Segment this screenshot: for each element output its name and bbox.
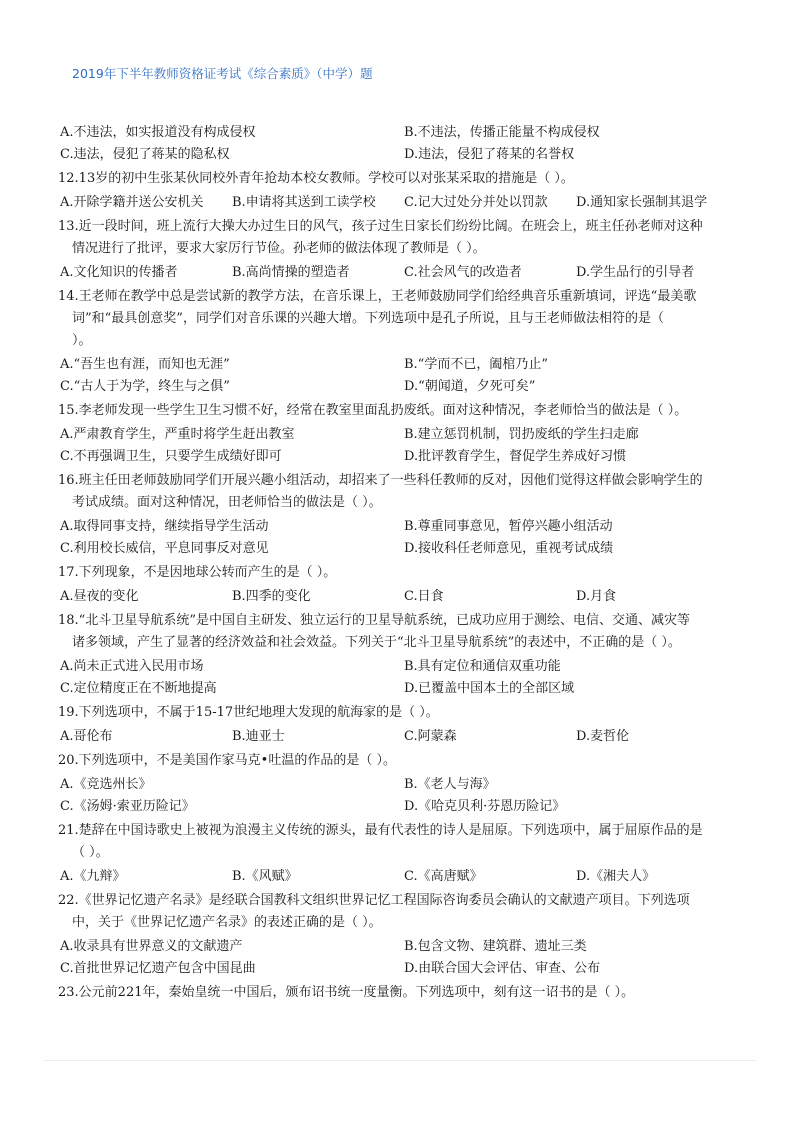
answer-option: B.四季的变化: [232, 589, 311, 604]
question-options: [58, 192, 748, 214]
question-options: [58, 866, 748, 888]
question-options: [58, 262, 748, 284]
answer-option: D.通知家长强制其退学: [576, 195, 708, 210]
question-stem-continued: 词”和“最具创意奖”，同学们对音乐课的兴趣大增。下列选项中是孔子所说，且与王老师做法相符的是（: [72, 311, 664, 326]
question-stem: 12.13岁的初中生张某伙同校外青年抢劫本校女教师。学校可以对张某采取的措施是（ ）。: [58, 171, 574, 186]
question-block: [58, 982, 748, 1004]
answer-option: A.收录具有世界意义的文献遗产: [60, 939, 243, 954]
answer-option: A.取得同事支持，继续指导学生活动: [60, 519, 269, 534]
question-block: [58, 168, 748, 214]
answer-option: D.接收科任老师意见，重视考试成绩: [404, 541, 614, 556]
question-options: [58, 354, 748, 398]
answer-option: A.开除学籍并送公安机关: [60, 195, 204, 210]
answer-option: B.《风赋》: [232, 869, 298, 884]
answer-option: C.违法，侵犯了蒋某的隐私权: [60, 147, 230, 162]
question-block: [58, 610, 748, 700]
question-options: [58, 774, 748, 818]
question-block: [58, 286, 748, 398]
answer-option: C.《汤姆·索亚历险记》: [60, 799, 195, 814]
answer-option: D.已覆盖中国本土的全部区域: [404, 681, 575, 696]
answer-option: D.违法，侵犯了蒋某的名誉权: [404, 147, 575, 162]
answer-option: B.包含文物、建筑群、遗址三类: [404, 939, 587, 954]
question-block: [58, 702, 748, 748]
question-stem-continued: ）。: [72, 333, 92, 348]
question-block: [58, 562, 748, 608]
answer-option: D.《哈克贝利·芬恩历险记》: [404, 799, 566, 814]
question-block: [58, 890, 748, 980]
question-stem: 20.下列选项中，不是美国作家马克•吐温的作品的是（ ）。: [58, 753, 396, 768]
answer-option: C.“古人于为学，终生与之俱”: [60, 379, 230, 394]
answer-option: A.《九辩》: [60, 869, 126, 884]
question-options: [58, 516, 748, 560]
answer-option: C.日食: [404, 589, 444, 604]
answer-option: C.社会风气的改造者: [404, 265, 522, 280]
question-stem: 15.李老师发现一些学生卫生习惯不好，经常在教室里面乱扔废纸。面对这种情况，李老师恰当的做法是（ ）。: [58, 403, 688, 418]
page-bottom-divider: [44, 1060, 756, 1061]
question-options: [58, 936, 748, 980]
answer-option: D.“朝闻道，夕死可矣”: [404, 379, 536, 394]
answer-option: A.严肃教育学生，严重时将学生赶出教室: [60, 427, 295, 442]
question-options: [58, 586, 748, 608]
answer-option: C.《高唐赋》: [404, 869, 483, 884]
question-stem: 22.《世界记忆遗产名录》是经联合国教科文组织世界记忆工程国际咨询委员会确认的文献遗产项目。下列选项: [58, 893, 690, 908]
answer-option: C.记大过处分并处以罚款: [404, 195, 548, 210]
question-stem: 21.楚辞在中国诗歌史上被视为浪漫主义传统的源头，最有代表性的诗人是屈原。下列选项中，属于屈原作品的是: [58, 823, 703, 838]
answer-option: B.高尚情操的塑造者: [232, 265, 350, 280]
answer-option: D.学生品行的引导者: [576, 265, 695, 280]
question-stem-continued: 诸多领域，产生了显著的经济效益和社会效益。下列关于“北斗卫星导航系统”的表述中，不正确的是（ ）。: [72, 635, 681, 650]
question-stem-continued: 情况进行了批评，要求大家厉行节俭。孙老师的做法体现了教师是（ ）。: [72, 241, 486, 256]
answer-option: B.申请将其送到工读学校: [232, 195, 376, 210]
answer-option: A.尚未正式进入民用市场: [60, 659, 204, 674]
answer-option: A.文化知识的传播者: [60, 265, 178, 280]
question-block: [58, 820, 748, 888]
answer-option: B.不违法，传播正能量不构成侵权: [404, 125, 600, 140]
question-stem: 19.下列选项中，不属于15-17世纪地理大发现的航海家的是（ ）。: [58, 705, 439, 720]
answer-option: D.《湘夫人》: [576, 869, 656, 884]
question-stem: 14.王老师在教学中总是尝试新的教学方法，在音乐课上，王老师鼓励同学们给经典音乐重新填词，评选“最美歌: [58, 289, 697, 304]
answer-option: D.月食: [576, 589, 617, 604]
answer-option: A.昼夜的变化: [60, 589, 139, 604]
question-stem: 17.下列现象，不是因地球公转而产生的是（ ）。: [58, 565, 337, 580]
question-block: [58, 750, 748, 818]
question-stem-continued: 考试成绩。面对这种情况，田老师恰当的做法是（ ）。: [72, 495, 382, 510]
answer-option: D.由联合国大会评估、审查、公布: [404, 961, 601, 976]
question-block: [58, 400, 748, 468]
answer-option: A.不违法，如实报道没有构成侵权: [60, 125, 256, 140]
answer-option: C.利用校长威信，平息同事反对意见: [60, 541, 269, 556]
page-header-title: 2019年下半年教师资格证考试《综合素质》（中学）题: [72, 66, 373, 81]
answer-option: C.定位精度正在不断地提高: [60, 681, 217, 696]
question-options: [58, 424, 748, 468]
answer-option: B.迪亚士: [232, 729, 285, 744]
answer-option: B.“学而不已，阖棺乃止”: [404, 357, 548, 372]
question-block: [58, 216, 748, 284]
question-block: [58, 470, 748, 560]
question-stem-continued: （ ）。: [72, 845, 109, 860]
answer-option: C.阿蒙森: [404, 729, 457, 744]
answer-option: B.尊重同事意见，暂停兴趣小组活动: [404, 519, 613, 534]
answer-option: A.“吾生也有涯，而知也无涯”: [60, 357, 230, 372]
answer-option: A.《竞选州长》: [60, 777, 152, 792]
question-stem: 23.公元前221年，秦始皇统一中国后，颁布诏书统一度量衡。下列选项中，刻有这一诏书的是（ ）。: [58, 985, 635, 1000]
question-stem-continued: 中，关于《世界记忆遗产名录》的表述正确的是（ ）。: [72, 915, 382, 930]
answer-option: C.不再强调卫生，只要学生成绩好即可: [60, 449, 282, 464]
question-options: [58, 726, 748, 748]
question-stem: 16.班主任田老师鼓励同学们开展兴趣小组活动，却招来了一些科任教师的反对，因他们觉得这样做会影响学生的: [58, 473, 703, 488]
question-list: [58, 120, 748, 1004]
lead-options: [58, 122, 748, 166]
answer-option: B.建立惩罚机制，罚扔废纸的学生扫走廊: [404, 427, 639, 442]
answer-option: D.麦哲伦: [576, 729, 630, 744]
answer-option: B.具有定位和通信双重功能: [404, 659, 561, 674]
answer-option: A.哥伦布: [60, 729, 113, 744]
question-stem: 18.“北斗卫星导航系统”是中国自主研发、独立运行的卫星导航系统，已成功应用于测绘、电信、交通、减灾等: [58, 613, 690, 628]
question-stem: 13.近一段时间，班上流行大操大办过生日的风气，孩子过生日家长们纷纷比阔。在班会上，班主任孙老师对这种: [58, 219, 703, 234]
answer-option: B.《老人与海》: [404, 777, 496, 792]
answer-option: C.首批世界记忆遗产包含中国昆曲: [60, 961, 256, 976]
answer-option: D.批评教育学生，督促学生养成好习惯: [404, 449, 627, 464]
question-options: [58, 656, 748, 700]
